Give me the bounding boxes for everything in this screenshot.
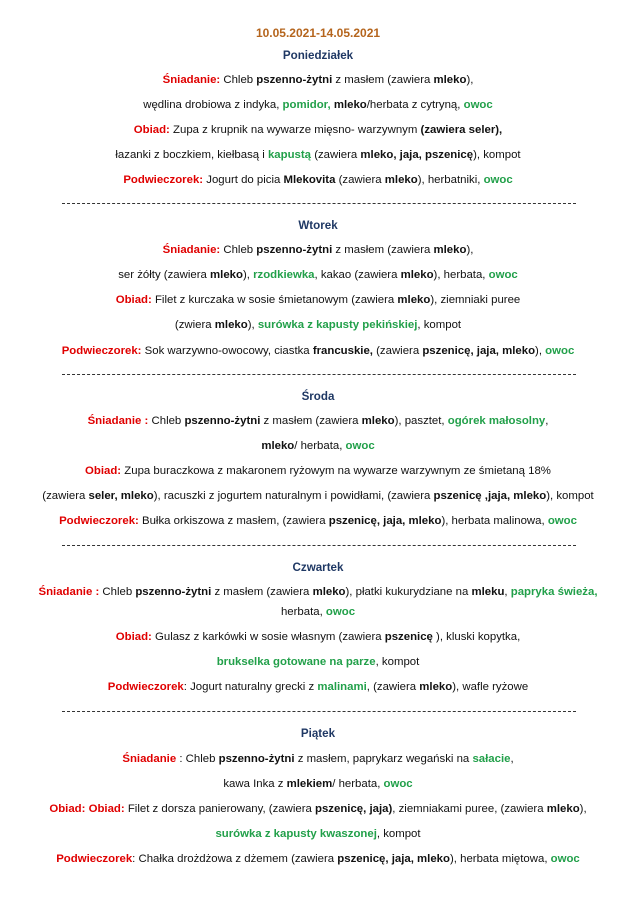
plain-text: ), płatki kukurydziane na: [345, 586, 472, 598]
allergen-text: mleko: [546, 803, 580, 815]
meal-label: Podwieczorek: [107, 681, 184, 693]
menu-line: [0, 318, 636, 332]
plain-text: : Jogurt naturalny grecki z: [183, 681, 318, 693]
plain-text: Bułka orkiszowa z masłem, (zawiera: [138, 515, 329, 527]
plain-text: ),: [466, 244, 474, 256]
plain-text: ), herbatniki,: [417, 174, 484, 186]
vegetable-text: owoc: [325, 606, 356, 618]
allergen-text: (zawiera seler),: [420, 124, 503, 136]
plain-text: /herbata z cytryną,: [366, 99, 464, 111]
menu-line: [0, 173, 636, 187]
meal-label: Podwieczorek:: [61, 345, 142, 357]
menu-line: [0, 439, 636, 453]
menu-line: [0, 293, 636, 307]
menu-line: [0, 414, 636, 428]
vegetable-text: kapustą: [267, 149, 312, 161]
plain-text: (zawiera: [311, 149, 361, 161]
plain-text: (zawiera: [335, 174, 385, 186]
plain-text: ,: [545, 415, 549, 427]
menu-line: [0, 268, 636, 282]
plain-text: ),: [535, 345, 546, 357]
meal-label: Śniadanie:: [162, 244, 221, 256]
plain-text: Jogurt do picia: [203, 174, 284, 186]
vegetable-text: surówka z kapusty pekińskiej: [257, 319, 418, 331]
meal-label: Podwieczorek:: [123, 174, 204, 186]
allergen-text: mleko: [361, 415, 395, 427]
plain-text: z masłem (zawiera: [260, 415, 362, 427]
vegetable-text: owoc: [345, 440, 375, 452]
plain-text: ser żółty (zawiera: [118, 269, 211, 281]
menu-line: [0, 777, 636, 791]
meal-label: Obiad:: [115, 631, 152, 643]
plain-text: : Chleb: [176, 753, 219, 765]
plain-text: ), pasztet,: [394, 415, 448, 427]
plain-text: z masłem (zawiera: [211, 586, 313, 598]
plain-text: ,: [510, 753, 514, 765]
vegetable-text: malinami: [317, 681, 367, 693]
allergen-text: pszenicę, jaja, mleko: [328, 515, 442, 527]
meal-label: Śniadanie :: [87, 415, 149, 427]
plain-text: Chleb: [220, 244, 257, 256]
allergen-text: mleko: [397, 294, 431, 306]
plain-text: , kompot: [417, 319, 462, 331]
allergen-text: mleko: [419, 681, 453, 693]
vegetable-text: brukselka gotowane na parze: [216, 656, 376, 668]
menu-line: [0, 344, 636, 358]
plain-text: z masłem (zawiera: [332, 244, 434, 256]
allergen-text: mleko: [333, 99, 367, 111]
menu-line: [0, 630, 636, 644]
vegetable-text: owoc: [550, 853, 580, 865]
allergen-text: mleko: [214, 319, 248, 331]
plain-text: / herbata,: [332, 778, 384, 790]
plain-text: Zupa buraczkowa z makaronem ryżowym na wywarze warzywnym ze śmietaną 18%: [121, 465, 551, 477]
plain-text: Chleb: [99, 586, 136, 598]
plain-text: ), kompot: [546, 490, 594, 502]
vegetable-text: rzodkiewka: [253, 269, 315, 281]
vegetable-text: owoc: [545, 345, 575, 357]
meal-label: Śniadanie :: [38, 586, 100, 598]
allergen-text: mleko: [312, 586, 346, 598]
plain-text: ),: [466, 74, 474, 86]
plain-text: Sok warzywno-owocowy, ciastka: [141, 345, 313, 357]
menu-line: [0, 243, 636, 257]
day-heading: Wtorek: [298, 219, 338, 232]
plain-text: łazanki z boczkiem, kiełbasą i: [115, 149, 268, 161]
allergen-text: mleko: [433, 244, 467, 256]
allergen-text: pszenno-żytni: [184, 415, 261, 427]
vegetable-text: owoc: [463, 99, 493, 111]
allergen-text: francuskie,: [312, 345, 373, 357]
menu-line: [0, 148, 636, 162]
allergen-text: pszenicę: [384, 631, 433, 643]
plain-text: ),: [242, 269, 254, 281]
vegetable-text: owoc: [488, 269, 518, 281]
plain-text: ,: [504, 586, 511, 598]
allergen-text: mleko: [384, 174, 418, 186]
menu-line: [0, 605, 636, 619]
plain-text: ), herbata malinowa,: [441, 515, 548, 527]
plain-text: ),: [579, 803, 587, 815]
menu-line: [0, 655, 636, 669]
allergen-text: pszenno-żytni: [218, 753, 295, 765]
plain-text: ), herbata miętowa,: [449, 853, 551, 865]
page-title: 10.05.2021-14.05.2021: [255, 26, 381, 40]
meal-label: Obiad: Obiad:: [49, 803, 125, 815]
plain-text: ), wafle ryżowe: [452, 681, 529, 693]
allergen-text: pszenno-żytni: [135, 586, 212, 598]
menu-line: [0, 464, 636, 478]
meal-label: Obiad:: [85, 465, 122, 477]
allergen-text: pszenicę, jaja, mleko: [337, 853, 450, 865]
menu-line: [0, 802, 636, 816]
plain-text: ), herbata,: [433, 269, 489, 281]
plain-text: Zupa z krupnik na wywarze mięsno- warzywnym: [169, 124, 421, 136]
plain-text: Chleb: [148, 415, 185, 427]
vegetable-text: pomidor,: [282, 99, 331, 111]
menu-line: [0, 98, 636, 112]
plain-text: ),: [247, 319, 258, 331]
plain-text: Gulasz z karkówki w sosie własnym (zawiera: [151, 631, 385, 643]
menu-line: [0, 123, 636, 137]
vegetable-text: owoc: [547, 515, 577, 527]
vegetable-text: papryka świeża,: [510, 586, 598, 598]
allergen-text: mleko: [433, 74, 467, 86]
plain-text: herbata,: [280, 606, 326, 618]
separator-line: [62, 203, 576, 204]
allergen-text: mleku: [471, 586, 505, 598]
allergen-text: pszenicę, jaja, mleko: [422, 345, 536, 357]
plain-text: Filet z kurczaka w sosie śmietanowym (zawiera: [151, 294, 398, 306]
menu-line: [0, 73, 636, 87]
plain-text: / herbata,: [294, 440, 346, 452]
plain-text: ), racuszki z jogurtem naturalnym i powidłami, (zawiera: [153, 490, 434, 502]
allergen-text: mleko: [400, 269, 434, 281]
plain-text: ), ziemniaki puree: [430, 294, 521, 306]
vegetable-text: surówka z kapusty kwaszonej: [215, 828, 377, 840]
meal-label: Śniadanie:: [162, 74, 221, 86]
allergen-text: mleko, jaja, pszenicę: [360, 149, 474, 161]
allergen-text: pszenno-żytni: [256, 74, 333, 86]
meal-label: Obiad:: [133, 124, 170, 136]
plain-text: , ziemniakami puree, (zawiera: [392, 803, 547, 815]
day-heading: Poniedziałek: [282, 49, 354, 62]
plain-text: ), kluski kopytka,: [432, 631, 521, 643]
separator-line: [62, 545, 576, 546]
plain-text: ), kompot: [473, 149, 521, 161]
menu-line: [0, 585, 636, 599]
vegetable-text: owoc: [483, 174, 513, 186]
meal-label: Podwieczorek:: [59, 515, 139, 527]
plain-text: (zwiera: [174, 319, 215, 331]
menu-line: [0, 852, 636, 866]
allergen-text: pszenicę, jaja): [315, 803, 393, 815]
plain-text: (zawiera: [372, 345, 423, 357]
plain-text: z masłem, paprykarz wegański na: [294, 753, 473, 765]
meal-label: Śniadanie: [122, 753, 177, 765]
menu-line: [0, 680, 636, 694]
plain-text: kawa Inka z: [223, 778, 287, 790]
meal-label: Obiad:: [115, 294, 152, 306]
vegetable-text: owoc: [383, 778, 413, 790]
allergen-text: mleko: [261, 440, 295, 452]
plain-text: , kompot: [376, 828, 421, 840]
allergen-text: pszenicę ,jaja, mleko: [433, 490, 547, 502]
vegetable-text: ogórek małosolny: [447, 415, 546, 427]
plain-text: , kompot: [375, 656, 420, 668]
separator-line: [62, 374, 576, 375]
plain-text: wędlina drobiowa z indyka,: [143, 99, 283, 111]
allergen-text: seler, mleko: [88, 490, 154, 502]
menu-line: [0, 752, 636, 766]
allergen-text: pszenno-żytni: [256, 244, 333, 256]
menu-line: [0, 827, 636, 841]
allergen-text: mlekiem: [286, 778, 333, 790]
separator-line: [62, 711, 576, 712]
plain-text: z masłem (zawiera: [332, 74, 434, 86]
day-heading: Piątek: [300, 727, 336, 740]
meal-label: Podwieczorek: [56, 853, 133, 865]
plain-text: Chleb: [220, 74, 257, 86]
vegetable-text: sałacie: [472, 753, 511, 765]
plain-text: : Chałka drożdżowa z dżemem (zawiera: [132, 853, 338, 865]
allergen-text: mleko: [210, 269, 243, 281]
plain-text: , kakao (zawiera: [314, 269, 401, 281]
plain-text: , (zawiera: [366, 681, 420, 693]
day-heading: Środa: [301, 390, 335, 403]
allergen-text: Mlekovita: [283, 174, 336, 186]
menu-line: [0, 514, 636, 528]
day-heading: Czwartek: [292, 561, 344, 574]
menu-line: [0, 489, 636, 503]
plain-text: Filet z dorsza panierowany, (zawiera: [124, 803, 316, 815]
plain-text: (zawiera: [42, 490, 89, 502]
